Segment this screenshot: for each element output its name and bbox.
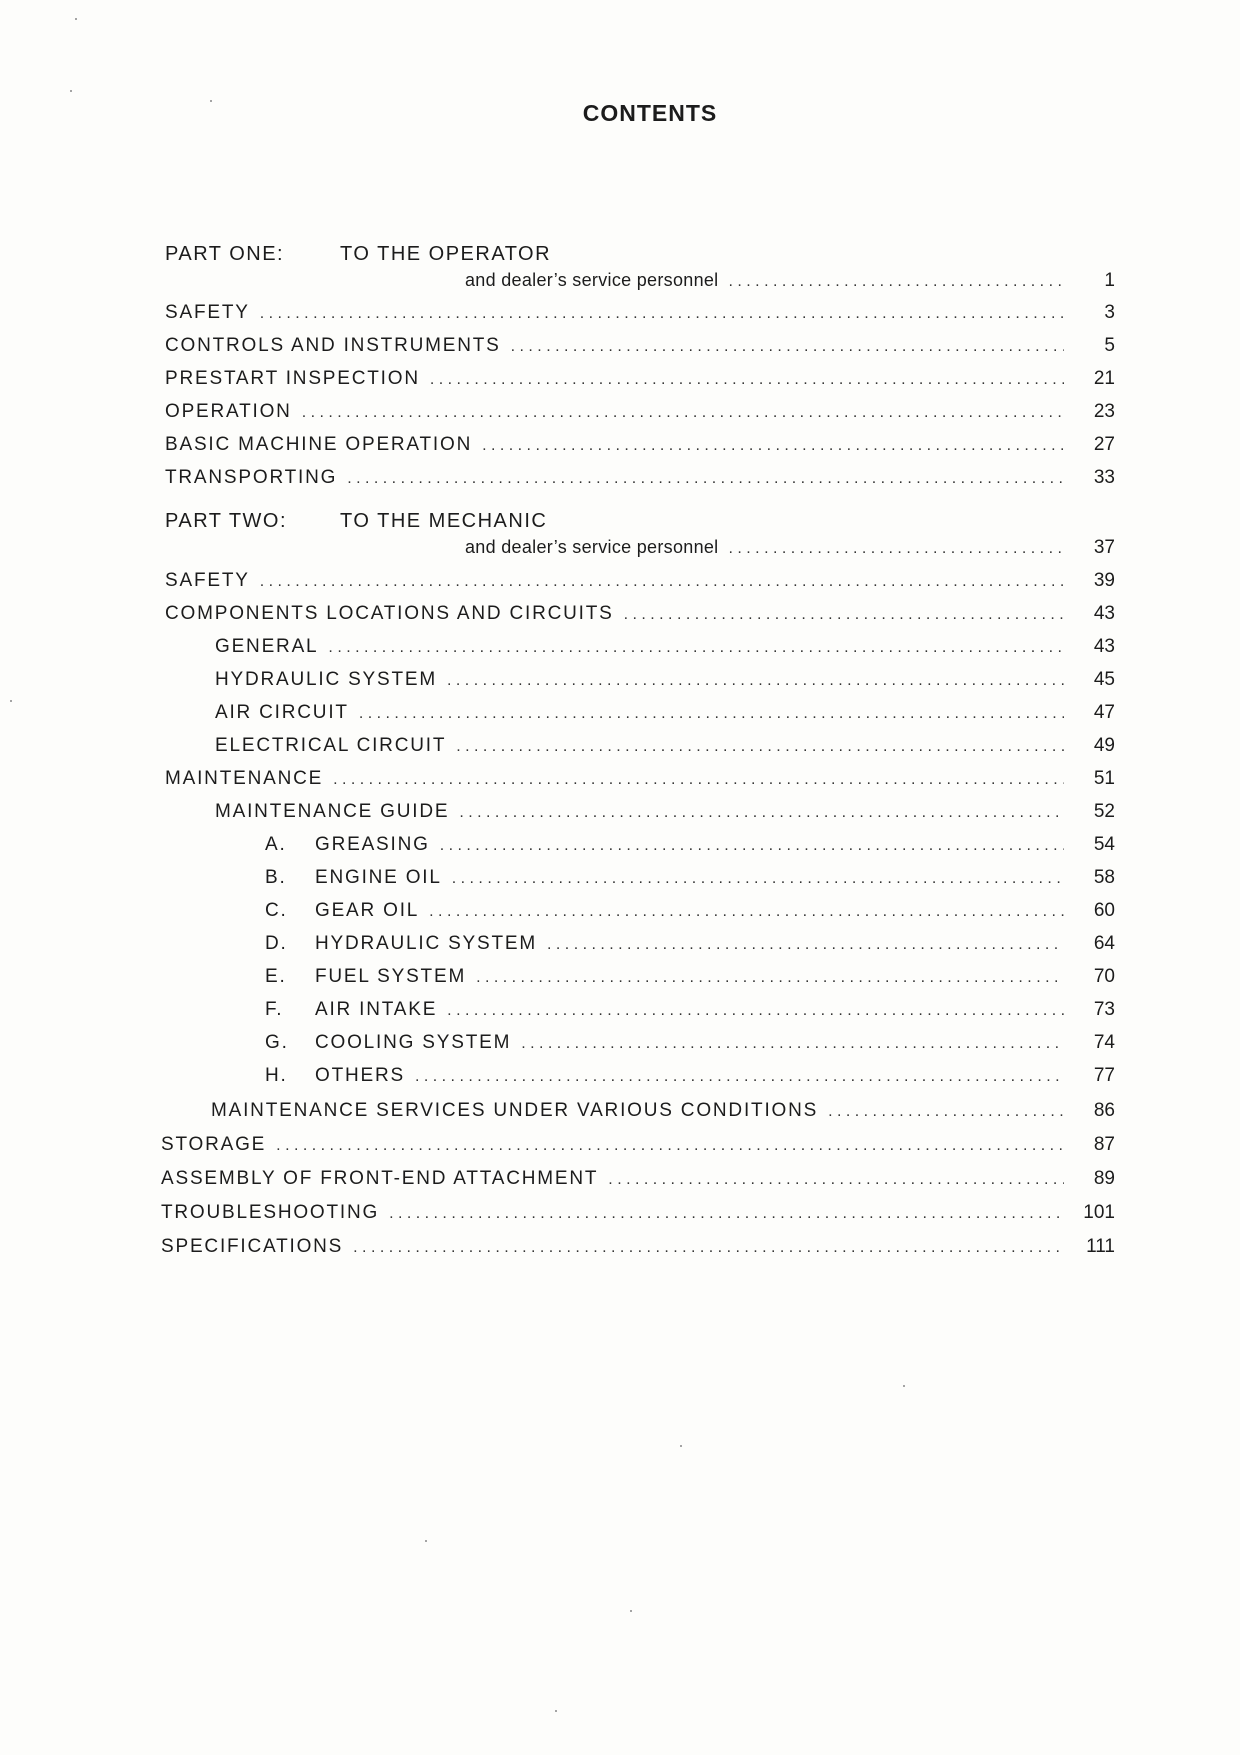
dot-leader — [608, 1168, 1064, 1190]
toc-entry-title: GREASING — [315, 834, 430, 855]
toc-entry-page: 33 — [1093, 467, 1115, 488]
part-two-title: TO THE MECHANIC — [340, 510, 548, 532]
toc-row[interactable] — [165, 302, 1115, 324]
dot-leader — [328, 636, 1064, 658]
dot-leader — [459, 801, 1064, 823]
toc-entry-title: SAFETY — [165, 570, 250, 591]
toc-entry-page: 3 — [1104, 302, 1115, 323]
toc-entry-page: 64 — [1093, 933, 1115, 954]
dot-leader — [333, 768, 1064, 790]
toc-row[interactable] — [215, 801, 1115, 823]
toc-entry-page: 54 — [1093, 834, 1115, 855]
toc-entry-letter: E. — [265, 966, 287, 987]
toc-entry-title: GENERAL — [215, 636, 319, 657]
toc-entry-title: PRESTART INSPECTION — [165, 368, 420, 389]
part-two-label: PART TWO: — [165, 510, 288, 532]
dot-leader — [353, 1236, 1064, 1258]
dot-leader — [260, 570, 1064, 592]
scan-speck — [555, 1710, 557, 1712]
dot-leader — [440, 834, 1064, 856]
toc-row[interactable] — [161, 1168, 1115, 1190]
dot-leader — [447, 999, 1064, 1021]
toc-entry-page: 101 — [1083, 1202, 1115, 1223]
dot-leader — [347, 467, 1064, 489]
toc-row[interactable] — [165, 768, 1115, 790]
toc-entry-title: STORAGE — [161, 1134, 267, 1155]
toc-row[interactable] — [265, 1065, 1115, 1087]
toc-entry-title: and dealer’s service personnel — [465, 537, 719, 557]
dot-leader — [511, 335, 1064, 357]
toc-entry-page: 37 — [1093, 537, 1115, 558]
toc-row[interactable] — [265, 867, 1115, 889]
part-one-title: TO THE OPERATOR — [340, 243, 552, 265]
toc-entry-page: 23 — [1093, 401, 1115, 422]
toc-entry-title: HYDRAULIC SYSTEM — [215, 669, 438, 690]
dot-leader — [729, 270, 1065, 291]
toc-entry-letter: D. — [265, 933, 288, 954]
toc-entry-page: 73 — [1093, 999, 1115, 1020]
toc-entry-page: 70 — [1093, 966, 1115, 987]
toc-row[interactable] — [165, 335, 1115, 357]
toc-entry-page: 43 — [1093, 636, 1115, 657]
dot-leader — [389, 1202, 1064, 1224]
toc-row[interactable] — [211, 1100, 1115, 1122]
toc-entry-letter: A. — [265, 834, 287, 855]
toc-entry-title: MAINTENANCE — [165, 768, 324, 789]
toc-entry-title: COOLING SYSTEM — [315, 1032, 512, 1053]
toc-entry-title: SAFETY — [165, 302, 250, 323]
toc-entry-title: ELECTRICAL CIRCUIT — [215, 735, 447, 756]
toc-row[interactable] — [165, 603, 1115, 625]
toc-row[interactable] — [165, 401, 1115, 423]
toc-entry-letter: H. — [265, 1065, 288, 1086]
toc-entry-title: MAINTENANCE SERVICES UNDER VARIOUS CONDITIONS — [211, 1100, 819, 1121]
toc-row[interactable] — [215, 636, 1115, 658]
toc-row[interactable] — [165, 467, 1115, 489]
page-title: CONTENTS — [582, 100, 718, 126]
dot-leader — [429, 900, 1064, 922]
dot-leader — [430, 368, 1064, 390]
toc-entry-title: FUEL SYSTEM — [315, 966, 467, 987]
dot-leader — [456, 735, 1064, 757]
toc-entry-page: 5 — [1104, 335, 1115, 356]
toc-row-part-two-sub[interactable] — [465, 537, 1115, 559]
scan-speck — [10, 700, 12, 702]
dot-leader — [359, 702, 1064, 724]
toc-entry-title: BASIC MACHINE OPERATION — [165, 434, 473, 455]
dot-leader — [452, 867, 1064, 889]
toc-entry-letter: G. — [265, 1032, 289, 1053]
toc-entry-page: 45 — [1093, 669, 1115, 690]
toc-row[interactable] — [265, 1032, 1115, 1054]
toc-entry-letter: C. — [265, 900, 288, 921]
toc-entry-title: CONTROLS AND INSTRUMENTS — [165, 335, 501, 356]
toc-entry-page: 87 — [1093, 1134, 1115, 1155]
toc-row[interactable] — [215, 735, 1115, 757]
toc-row[interactable] — [165, 368, 1115, 390]
toc-row[interactable] — [265, 900, 1115, 922]
toc-entry-page: 60 — [1093, 900, 1115, 921]
toc-entry-title: MAINTENANCE GUIDE — [215, 801, 450, 822]
toc-entry-page: 74 — [1093, 1032, 1115, 1053]
dot-leader — [476, 966, 1064, 988]
toc-entry-title: AIR INTAKE — [315, 999, 438, 1020]
scan-speck — [680, 1445, 682, 1447]
dot-leader — [547, 933, 1064, 955]
toc-entry-page: 77 — [1093, 1065, 1115, 1086]
dot-leader — [276, 1134, 1064, 1156]
toc-entry-letter: F. — [265, 999, 284, 1020]
toc-entry-letter: B. — [265, 867, 287, 888]
toc-row[interactable] — [215, 669, 1115, 691]
toc-entry-title: OPERATION — [165, 401, 292, 422]
toc-entry-page: 52 — [1093, 801, 1115, 822]
dot-leader — [624, 603, 1064, 625]
dot-leader — [729, 537, 1065, 558]
toc-entry-title: GEAR OIL — [315, 900, 420, 921]
toc-entry-title: AIR CIRCUIT — [215, 702, 349, 723]
toc-entry-page: 47 — [1093, 702, 1115, 723]
toc-entry-page: 39 — [1093, 570, 1115, 591]
scan-speck — [903, 1385, 905, 1387]
toc-entry-title: TROUBLESHOOTING — [161, 1202, 380, 1223]
scan-speck — [75, 18, 77, 20]
toc-row[interactable] — [161, 1236, 1115, 1258]
toc-entry-page: 43 — [1093, 603, 1115, 624]
dot-leader — [415, 1065, 1064, 1087]
toc-entry-page: 86 — [1093, 1100, 1115, 1121]
toc-entry-title: ENGINE OIL — [315, 867, 442, 888]
toc-row[interactable] — [165, 570, 1115, 592]
part-one-heading — [165, 243, 551, 266]
toc-row[interactable] — [161, 1202, 1115, 1224]
part-one-label: PART ONE: — [165, 243, 285, 265]
toc-entry-title: OTHERS — [315, 1065, 405, 1086]
dot-leader — [828, 1100, 1064, 1122]
toc-entry-page: 89 — [1093, 1168, 1115, 1189]
toc-entry-page: 1 — [1104, 270, 1115, 291]
toc-entry-page: 27 — [1093, 434, 1115, 455]
toc-entry-title: TRANSPORTING — [165, 467, 338, 488]
dot-leader — [521, 1032, 1064, 1054]
part-two-heading — [165, 510, 547, 533]
dot-leader — [302, 401, 1064, 423]
dot-leader — [260, 302, 1064, 324]
toc-row[interactable] — [265, 933, 1115, 955]
toc-entry-page: 111 — [1086, 1236, 1115, 1257]
toc-entry-title: ASSEMBLY OF FRONT-END ATTACHMENT — [161, 1168, 599, 1189]
toc-row[interactable] — [265, 834, 1115, 856]
toc-entry-title: and dealer’s service personnel — [465, 270, 719, 290]
toc-entry-title: COMPONENTS LOCATIONS AND CIRCUITS — [165, 603, 614, 624]
scan-speck — [630, 1610, 632, 1612]
toc-entry-title: HYDRAULIC SYSTEM — [315, 933, 538, 954]
toc-row[interactable] — [161, 1134, 1115, 1156]
dot-leader — [482, 434, 1064, 456]
dot-leader — [447, 669, 1064, 691]
toc-row[interactable] — [215, 702, 1115, 724]
scan-speck — [210, 100, 212, 102]
toc-row[interactable] — [165, 434, 1115, 456]
toc-row[interactable] — [265, 966, 1115, 988]
toc-entry-page: 51 — [1093, 768, 1115, 789]
toc-entry-page: 49 — [1093, 735, 1115, 756]
toc-row[interactable] — [265, 999, 1115, 1021]
scan-speck — [425, 1540, 427, 1542]
toc-entry-page: 21 — [1093, 368, 1115, 389]
toc-entry-title: SPECIFICATIONS — [161, 1236, 344, 1257]
toc-row-part-one-sub[interactable] — [465, 270, 1115, 292]
toc-entry-page: 58 — [1093, 867, 1115, 888]
scan-speck — [70, 90, 72, 92]
